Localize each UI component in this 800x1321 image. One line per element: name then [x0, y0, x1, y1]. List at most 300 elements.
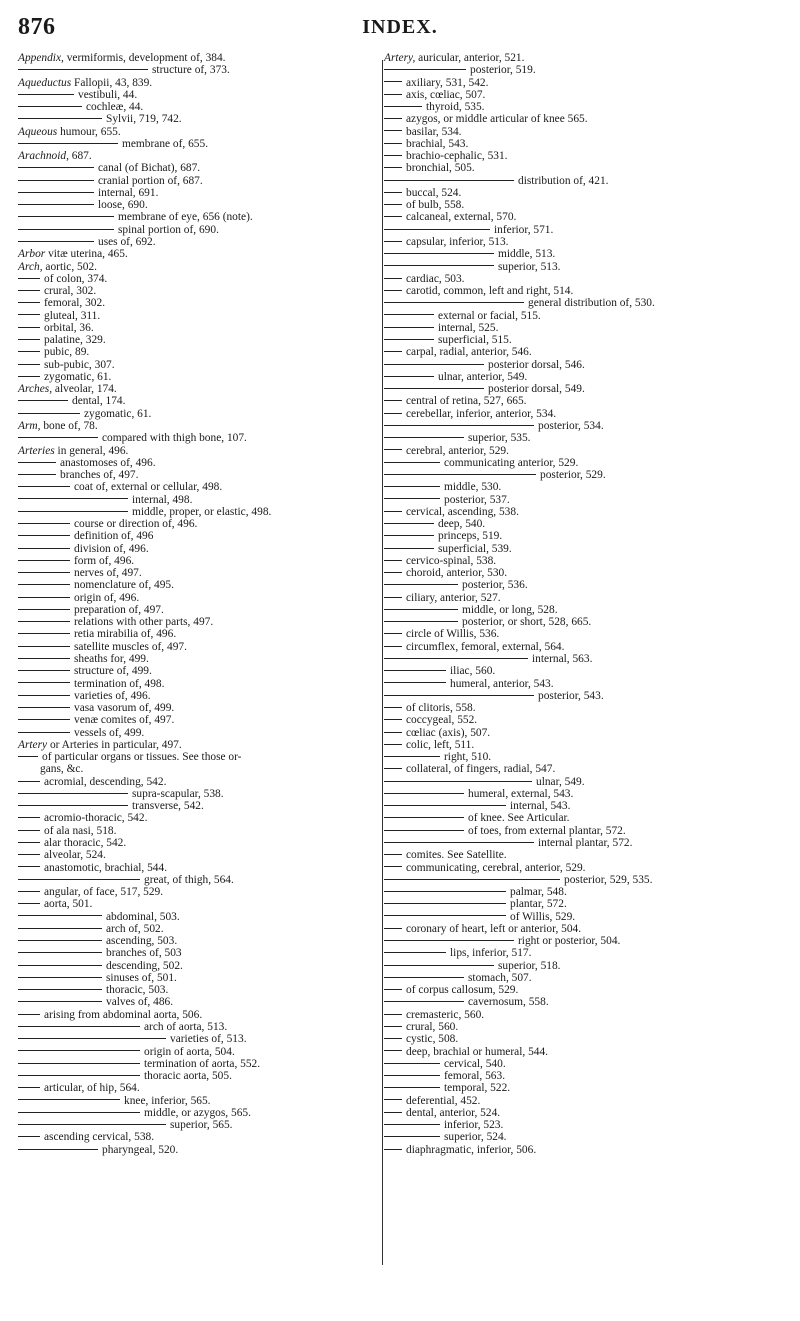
- index-entry-text: of clitoris, 558.: [406, 702, 476, 715]
- index-entry-text: dental, anterior, 524.: [406, 1106, 501, 1119]
- index-entry-text: posterior, 529, 535.: [564, 873, 653, 886]
- index-entry-text: zygomatic, 61.: [84, 407, 152, 420]
- index-entry: [18, 1009, 394, 1021]
- index-entry: [384, 579, 794, 591]
- ditto-rule: [18, 1149, 98, 1150]
- index-entry-text: posterior, 536.: [462, 579, 528, 592]
- index-entry: [384, 408, 794, 420]
- index-entry: [18, 224, 394, 236]
- ditto-rule: [18, 732, 70, 733]
- index-entry-text: internal, 498.: [132, 493, 193, 506]
- ditto-rule: [384, 462, 440, 463]
- index-entry-text: buccal, 524.: [406, 186, 462, 199]
- ditto-rule: [384, 486, 440, 487]
- index-entry-text: ulnar, anterior, 549.: [438, 370, 528, 383]
- ditto-rule: [18, 474, 56, 475]
- ditto-rule: [384, 977, 464, 978]
- page-header: [0, 14, 800, 44]
- index-entry-text: of corpus callosum, 529.: [406, 984, 519, 997]
- index-entry: [384, 469, 794, 481]
- index-entry-text: palmar, 548.: [510, 886, 567, 899]
- index-heading: Arches,: [18, 383, 53, 396]
- index-entry: [18, 1021, 394, 1033]
- index-entry-text: uses of, 692.: [98, 235, 156, 248]
- index-entry-text: Fallopii, 43, 839.: [71, 76, 153, 89]
- ditto-rule: [18, 1099, 120, 1100]
- ditto-rule: [384, 204, 402, 205]
- index-entry-text: circle of Willis, 536.: [406, 628, 500, 641]
- index-entry-text: inferior, 571.: [494, 223, 554, 236]
- index-entry: [18, 739, 394, 751]
- index-entry: [384, 1009, 794, 1021]
- index-entry-text: internal, 691.: [98, 186, 159, 199]
- index-entry-text: acromio-thoracic, 542.: [44, 812, 148, 825]
- ditto-rule: [384, 265, 494, 266]
- index-entry: [384, 371, 794, 383]
- ditto-rule: [18, 548, 70, 549]
- ditto-rule: [384, 351, 402, 352]
- index-entry: [384, 457, 794, 469]
- index-entry: [384, 678, 794, 690]
- ditto-rule: [384, 866, 402, 867]
- index-entry-text: sheaths for, 499.: [74, 653, 149, 666]
- ditto-rule: [384, 805, 506, 806]
- ditto-rule: [18, 609, 70, 610]
- index-entry: [18, 371, 394, 383]
- ditto-rule: [384, 891, 506, 892]
- index-entry: [18, 236, 394, 248]
- index-entry-text: of toes, from external plantar, 572.: [468, 824, 626, 837]
- ditto-rule: [384, 1124, 440, 1125]
- index-entry: [18, 334, 394, 346]
- ditto-rule: [18, 891, 40, 892]
- ditto-rule: [18, 400, 68, 401]
- index-entry: [384, 592, 794, 604]
- index-entry-text: general distribution of, 530.: [528, 297, 655, 310]
- index-entry: [18, 346, 394, 358]
- index-entry: [18, 126, 394, 138]
- index-entry: [18, 494, 394, 506]
- index-entry: [18, 665, 394, 677]
- index-entry-text: internal plantar, 572.: [538, 837, 633, 849]
- ditto-rule: [18, 756, 38, 757]
- index-heading: Aqueductus: [18, 76, 72, 89]
- ditto-rule: [384, 229, 490, 230]
- ditto-rule: [384, 744, 402, 745]
- index-entry: [18, 1070, 394, 1082]
- index-entry: [384, 187, 794, 199]
- ditto-rule: [18, 989, 102, 990]
- index-entry: [18, 837, 394, 849]
- ditto-rule: [384, 793, 464, 794]
- ditto-rule: [384, 1026, 402, 1027]
- index-entry-text: of ala nasi, 518.: [44, 824, 117, 837]
- ditto-rule: [384, 216, 402, 217]
- index-entry-text: circumflex, femoral, external, 564.: [406, 640, 565, 653]
- index-entry-text: vestibuli, 44.: [78, 88, 138, 101]
- ditto-rule: [384, 241, 402, 242]
- index-entry-text: crural, 302.: [44, 285, 97, 298]
- index-entry: [384, 567, 794, 579]
- index-entry: [18, 445, 394, 457]
- index-entry: [384, 739, 794, 751]
- index-entry-text: preparation of, 497.: [74, 603, 164, 616]
- ditto-rule: [18, 1014, 40, 1015]
- index-heading: Arteries: [18, 444, 55, 457]
- index-entry-text: inferior, 523.: [444, 1119, 504, 1132]
- index-entry: [18, 923, 394, 935]
- ditto-rule: [384, 879, 560, 880]
- page-title: INDEX.: [362, 16, 438, 38]
- index-entry: [384, 261, 794, 273]
- ditto-rule: [18, 1075, 140, 1076]
- index-entry-text: of colon, 374.: [44, 272, 108, 285]
- index-entry: [18, 972, 394, 984]
- ditto-rule: [384, 94, 402, 95]
- ditto-rule: [18, 167, 94, 168]
- ditto-rule: [384, 339, 434, 340]
- ditto-rule: [384, 1063, 440, 1064]
- index-entry-text: middle, or long, 528.: [462, 603, 558, 616]
- index-entry-text: cochleæ, 44.: [86, 101, 144, 114]
- index-entry: [384, 886, 794, 898]
- index-entry: [18, 297, 394, 309]
- index-entry-text: supra-scapular, 538.: [132, 787, 224, 800]
- index-entry-text: vitæ uterina, 465.: [45, 248, 128, 261]
- ditto-rule: [384, 952, 446, 953]
- index-entry-text: orbital, 36.: [44, 321, 94, 334]
- index-entry: [18, 518, 394, 530]
- ditto-rule: [18, 118, 102, 119]
- index-entry-text: vessels of, 499.: [74, 726, 145, 739]
- ditto-rule: [384, 572, 402, 573]
- ditto-rule: [384, 560, 402, 561]
- index-entry: [18, 506, 394, 518]
- index-entry: [384, 236, 794, 248]
- ditto-rule: [18, 977, 102, 978]
- index-entry-text: cystic, 508.: [406, 1033, 459, 1046]
- index-entry: [384, 1021, 794, 1033]
- index-entry: [18, 678, 394, 690]
- ditto-rule: [384, 658, 528, 659]
- ditto-rule: [384, 548, 434, 549]
- ditto-rule: [384, 1136, 440, 1137]
- index-entry: [384, 432, 794, 444]
- ditto-rule: [384, 437, 464, 438]
- ditto-rule: [384, 278, 402, 279]
- index-entry: [384, 126, 794, 138]
- index-entry: [18, 886, 394, 898]
- ditto-rule: [384, 143, 402, 144]
- ditto-rule: [18, 241, 94, 242]
- index-entry: [384, 641, 794, 653]
- ditto-rule: [384, 327, 434, 328]
- index-entry: [384, 1033, 794, 1045]
- index-entry-text: retia mirabilia of, 496.: [74, 628, 177, 641]
- ditto-rule: [384, 584, 458, 585]
- ditto-rule: [18, 633, 70, 634]
- index-entry-text: anastomoses of, 496.: [60, 456, 156, 469]
- ditto-rule: [384, 290, 402, 291]
- index-entry-text: communicating, cerebral, anterior, 529.: [406, 861, 586, 874]
- ditto-rule: [384, 1099, 402, 1100]
- ditto-rule: [384, 376, 434, 377]
- ditto-rule: [384, 523, 434, 524]
- index-entry: [384, 224, 794, 236]
- index-entry-text: internal, 525.: [438, 321, 499, 334]
- ditto-rule: [18, 658, 70, 659]
- ditto-rule: [384, 118, 402, 119]
- index-entry: [384, 518, 794, 530]
- index-entry-text: alar thoracic, 542.: [44, 837, 127, 849]
- index-entry-text: internal, 543.: [510, 800, 571, 813]
- index-entry-text: plantar, 572.: [510, 898, 567, 911]
- ditto-rule: [384, 155, 402, 156]
- ditto-rule: [384, 253, 494, 254]
- index-entry-text: sub-pubic, 307.: [44, 358, 115, 371]
- ditto-rule: [18, 707, 70, 708]
- index-entry: [384, 690, 794, 702]
- ditto-rule: [18, 364, 40, 365]
- index-entry: [18, 408, 394, 420]
- ditto-rule: [18, 928, 102, 929]
- ditto-rule: [384, 597, 402, 598]
- index-entry-text: central of retina, 527, 665.: [406, 395, 527, 408]
- index-entry-text: gluteal, 311.: [44, 309, 101, 322]
- index-entry-text: choroid, anterior, 530.: [406, 567, 508, 580]
- index-entry-text: colic, left, 511.: [406, 738, 475, 751]
- index-entry-text: pharyngeal, 520.: [102, 1143, 179, 1156]
- ditto-rule: [384, 1038, 402, 1039]
- index-entry-text: carpal, radial, anterior, 546.: [406, 346, 532, 359]
- index-entry-text: in general, 496.: [54, 444, 129, 457]
- index-heading: Arch,: [18, 260, 43, 273]
- index-entry-text: Sylvii, 719, 742.: [106, 113, 182, 126]
- index-entry-text: auricular, anterior, 521.: [415, 52, 525, 64]
- index-entry: [384, 199, 794, 211]
- ditto-rule: [18, 830, 40, 831]
- ditto-rule: [384, 915, 506, 916]
- index-entry-text: coat of, external or cellular, 498.: [74, 481, 223, 494]
- index-entry: [384, 923, 794, 935]
- ditto-rule: [384, 106, 422, 107]
- index-entry: [18, 310, 394, 322]
- index-entry: [18, 52, 394, 64]
- index-entry-text: branches of, 497.: [60, 469, 139, 482]
- index-entry: [18, 935, 394, 947]
- ditto-rule: [384, 535, 434, 536]
- index-entry-text: nerves of, 497.: [74, 567, 142, 580]
- index-entry-text: descending, 502.: [106, 959, 183, 972]
- index-entry-text: comites. See Satellite.: [406, 849, 507, 862]
- index-entry-text: transverse, 542.: [132, 800, 204, 813]
- index-entry: [18, 1082, 394, 1094]
- index-heading: Aqueous: [18, 125, 58, 138]
- index-entry: [18, 211, 394, 223]
- index-entry-text: loose, 690.: [98, 199, 148, 212]
- index-entry-text: anastomotic, brachial, 544.: [44, 861, 168, 874]
- index-entry: [18, 322, 394, 334]
- index-entry: [18, 604, 394, 616]
- index-entry-text: carotid, common, left and right, 514.: [406, 285, 574, 298]
- ditto-rule: [18, 1124, 166, 1125]
- ditto-rule: [384, 940, 514, 941]
- index-entry: [18, 1107, 394, 1119]
- index-entry: [18, 947, 394, 959]
- ditto-rule: [384, 732, 402, 733]
- index-heading: Arbor: [18, 248, 46, 261]
- index-entry-text: arch of, 502.: [106, 922, 164, 935]
- index-entry-text: termination of aorta, 552.: [144, 1057, 261, 1070]
- ditto-rule: [384, 695, 534, 696]
- index-entry-text: cerebral, anterior, 529.: [406, 444, 509, 457]
- index-entry: [384, 862, 794, 874]
- ditto-rule: [18, 106, 82, 107]
- index-entry: [384, 285, 794, 297]
- index-entry-text: alveolar, 524.: [44, 849, 106, 862]
- ditto-rule: [384, 1149, 402, 1150]
- index-entry: [18, 469, 394, 481]
- page-number: 876: [18, 14, 56, 40]
- index-entry-text: right or posterior, 504.: [518, 935, 621, 948]
- index-entry: [384, 727, 794, 739]
- index-entry-text: deferential, 452.: [406, 1094, 481, 1107]
- ditto-rule: [384, 1014, 402, 1015]
- ditto-rule: [384, 842, 534, 843]
- ditto-rule: [384, 719, 402, 720]
- index-entry: [384, 935, 794, 947]
- index-entry: [384, 812, 794, 824]
- index-entry-text: cerebellar, inferior, anterior, 534.: [406, 407, 557, 420]
- index-entry: [384, 113, 794, 125]
- ditto-rule: [384, 621, 458, 622]
- index-entry-text: nomenclature of, 495.: [74, 579, 174, 592]
- index-entry-text: knee, inferior, 565.: [124, 1094, 211, 1107]
- index-entry: [384, 530, 794, 542]
- index-entry: [18, 874, 394, 886]
- index-entry: [384, 211, 794, 223]
- index-entry-text: posterior, 519.: [470, 64, 536, 77]
- ditto-rule: [18, 572, 70, 573]
- index-entry: [18, 788, 394, 800]
- index-entry-text: femoral, 302.: [44, 297, 106, 310]
- index-entry: [18, 89, 394, 101]
- index-entry-text: axis, cœliac, 507.: [406, 88, 486, 101]
- ditto-rule: [18, 229, 114, 230]
- index-entry-text: structure of, 373.: [152, 64, 230, 77]
- index-entry-text: stomach, 507.: [468, 971, 532, 984]
- index-entry-text: diaphragmatic, inferior, 506.: [406, 1143, 537, 1156]
- ditto-rule: [384, 1112, 402, 1113]
- ditto-rule: [18, 719, 70, 720]
- index-entry: [384, 653, 794, 665]
- index-entry: [384, 481, 794, 493]
- index-entry-text: of knee. See Articular.: [468, 812, 570, 825]
- ditto-rule: [18, 1001, 102, 1002]
- ditto-rule: [18, 1026, 140, 1027]
- index-entry-text: termination of, 498.: [74, 677, 165, 690]
- index-entry-text: posterior, 543.: [538, 689, 604, 702]
- index-entry-text: internal, 563.: [532, 653, 593, 666]
- index-entry: [384, 825, 794, 837]
- index-entry-text: ascending, 503.: [106, 935, 178, 948]
- ditto-rule: [18, 143, 118, 144]
- index-entry: [384, 383, 794, 395]
- ditto-rule: [18, 314, 40, 315]
- index-entry-text: superior, 513.: [498, 260, 561, 273]
- ditto-rule: [18, 781, 40, 782]
- index-entry: [384, 64, 794, 76]
- ditto-rule: [384, 474, 536, 475]
- index-entry: [18, 248, 394, 260]
- index-entry-text: dental, 174.: [72, 395, 126, 408]
- index-entry: [384, 420, 794, 432]
- ditto-rule: [18, 94, 74, 95]
- index-entry: [384, 874, 794, 886]
- ditto-rule: [18, 437, 98, 438]
- index-entry: [18, 383, 394, 395]
- index-entry: [18, 420, 394, 432]
- ditto-rule: [18, 879, 140, 880]
- index-entry-text: arising from abdominal aorta, 506.: [44, 1008, 203, 1021]
- ditto-rule: [18, 376, 40, 377]
- index-entry: [384, 445, 794, 457]
- index-entry-text: zygomatic, 61.: [44, 370, 112, 383]
- index-entry: [18, 138, 394, 150]
- index-entry: [18, 555, 394, 567]
- ditto-rule: [18, 1038, 166, 1039]
- ditto-rule: [384, 511, 402, 512]
- index-entry-text: coronary of heart, left or anterior, 504.: [406, 922, 582, 935]
- index-entry: [384, 604, 794, 616]
- index-entry-text: origin of, 496.: [74, 591, 140, 604]
- index-entry: [18, 77, 394, 89]
- index-entry: [18, 481, 394, 493]
- index-entry: [384, 911, 794, 923]
- ditto-rule: [18, 498, 128, 499]
- index-entry-text: cervical, 540.: [444, 1057, 506, 1070]
- index-entry: [18, 800, 394, 812]
- index-entry-text: middle, 530.: [444, 481, 502, 494]
- ditto-rule: [18, 535, 70, 536]
- index-entry-text: capsular, inferior, 513.: [406, 235, 509, 248]
- index-entry: [18, 653, 394, 665]
- ditto-rule: [384, 400, 402, 401]
- index-entry: [18, 727, 394, 739]
- ditto-rule: [18, 290, 40, 291]
- ditto-rule: [384, 928, 402, 929]
- index-entry-text: right, 510.: [444, 751, 492, 764]
- index-entry: [384, 1095, 794, 1107]
- index-entry: [18, 285, 394, 297]
- index-entry-text: brachio-cephalic, 531.: [406, 150, 508, 163]
- index-entry-text: form of, 496.: [74, 554, 135, 567]
- index-entry: [18, 457, 394, 469]
- index-entry: [18, 395, 394, 407]
- index-entry-text: superficial, 515.: [438, 334, 512, 347]
- ditto-rule: [18, 866, 40, 867]
- index-entry: [384, 150, 794, 162]
- index-entry: [384, 665, 794, 677]
- index-entry-text: compared with thigh bone, 107.: [102, 432, 247, 445]
- ditto-rule: [18, 817, 40, 818]
- index-entry: [384, 162, 794, 174]
- index-entry-text: cœliac (axis), 507.: [406, 726, 491, 739]
- ditto-rule: [384, 756, 440, 757]
- index-entry-text: cranial portion of, 687.: [98, 174, 203, 187]
- ditto-rule: [384, 364, 484, 365]
- ditto-rule: [18, 523, 70, 524]
